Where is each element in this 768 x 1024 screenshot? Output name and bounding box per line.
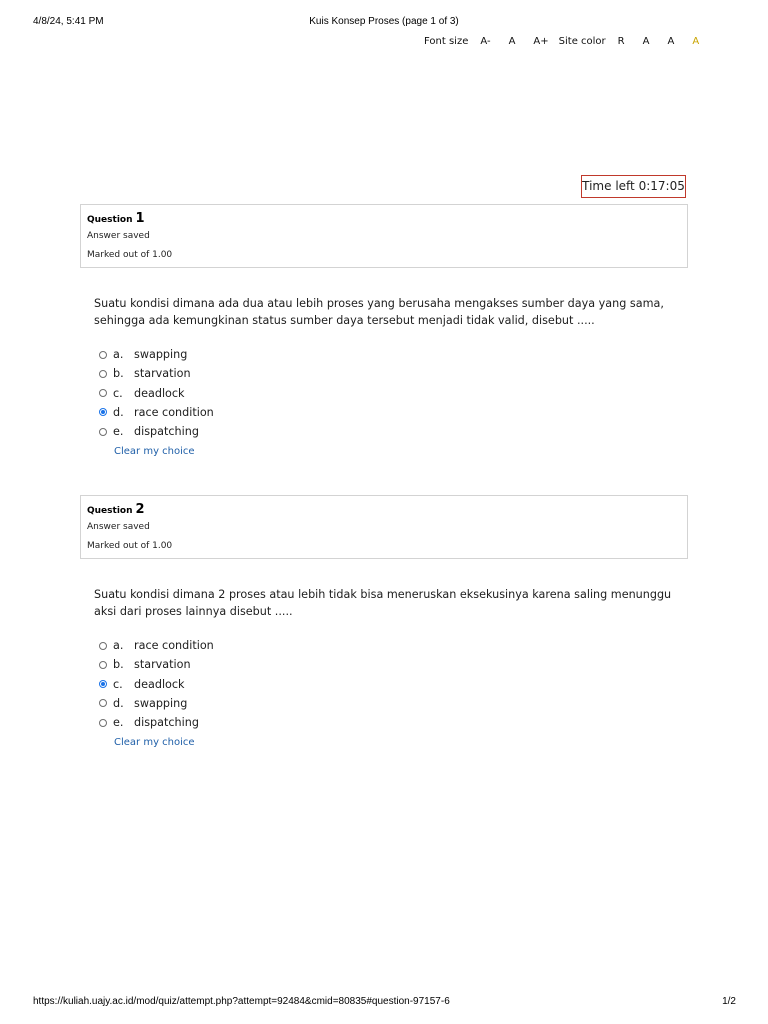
answer-text: dispatching: [134, 425, 199, 439]
answer-text: deadlock: [134, 677, 185, 691]
answer-option[interactable]: [99, 694, 214, 713]
answer-list: [99, 345, 214, 441]
answer-letter: b.: [113, 658, 124, 672]
answer-letter: b.: [113, 367, 124, 381]
question-info-box: [80, 204, 688, 268]
print-page-number: 1/2: [722, 996, 736, 1007]
clear-choice-link[interactable]: Clear my choice: [114, 446, 195, 457]
answer-letter: d.: [113, 696, 124, 710]
answer-text: swapping: [134, 696, 188, 710]
site-color-option-button[interactable]: A: [642, 36, 650, 47]
site-color-option-button[interactable]: A: [667, 36, 675, 47]
print-header: [0, 14, 768, 30]
question-text: Suatu kondisi dimana ada dua atau lebih proses yang berusaha mengakses sumber daya yang sama, sehingga ada kemungkinan status sumber daya tersebut menjadi tidak valid, disebut .....: [94, 297, 664, 327]
accessibility-toolbar: [424, 36, 699, 47]
question-number: [87, 211, 145, 226]
answer-option[interactable]: [99, 713, 214, 732]
print-url: https://kuliah.uajy.ac.id/mod/quiz/attempt.php?attempt=92484&cmid=80835#question-97157-6: [33, 996, 450, 1007]
answer-letter: a.: [113, 639, 124, 653]
answer-text: dispatching: [134, 716, 199, 730]
answer-option[interactable]: [99, 364, 214, 383]
radio-icon[interactable]: [99, 642, 107, 650]
radio-selected-icon[interactable]: [99, 408, 107, 416]
print-datetime: 4/8/24, 5:41 PM: [33, 16, 104, 27]
question-number-value: 1: [135, 211, 145, 226]
question-grade: Marked out of 1.00: [87, 250, 173, 260]
answer-text: race condition: [134, 405, 214, 419]
font-size-label: Font size: [424, 36, 469, 47]
answer-option[interactable]: [99, 403, 214, 422]
question-text: Suatu kondisi dimana 2 proses atau lebih tidak bisa meneruskan eksekusinya karena saling menunggu aksi dari proses lainnya disebut .....: [94, 588, 672, 618]
answer-option[interactable]: [99, 422, 214, 441]
answer-letter: d.: [113, 405, 124, 419]
clear-choice-link[interactable]: Clear my choice: [114, 737, 195, 748]
print-footer: [0, 994, 768, 1010]
radio-selected-icon[interactable]: [99, 680, 107, 688]
answer-text: starvation: [134, 367, 191, 381]
quiz-timer: Time left 0:17:05: [581, 175, 686, 198]
site-color-option-button[interactable]: A: [692, 36, 700, 47]
font-size-decrease-button[interactable]: A-: [480, 36, 491, 47]
print-title: Kuis Konsep Proses (page 1 of 3): [309, 16, 459, 27]
question-state: Answer saved: [87, 522, 150, 532]
radio-icon[interactable]: [99, 370, 107, 378]
answer-letter: c.: [113, 386, 123, 400]
question-state: Answer saved: [87, 231, 150, 241]
answer-letter: a.: [113, 348, 124, 362]
question-number-value: 2: [135, 502, 145, 517]
answer-option[interactable]: [99, 675, 214, 694]
answer-letter: e.: [113, 425, 124, 439]
answer-text: starvation: [134, 658, 191, 672]
answer-letter: c.: [113, 677, 123, 691]
font-size-increase-button[interactable]: A+: [533, 36, 549, 47]
question-grade: Marked out of 1.00: [87, 541, 173, 551]
site-color-label: Site color: [558, 36, 606, 47]
answer-text: swapping: [134, 348, 188, 362]
radio-icon[interactable]: [99, 719, 107, 727]
question-label: Question: [87, 506, 133, 516]
radio-icon[interactable]: [99, 389, 107, 397]
answer-option[interactable]: [99, 345, 214, 364]
answer-text: deadlock: [134, 386, 185, 400]
answer-list: [99, 636, 214, 732]
answer-text: race condition: [134, 639, 214, 653]
answer-option[interactable]: [99, 655, 214, 674]
answer-option[interactable]: [99, 636, 214, 655]
answer-option[interactable]: [99, 384, 214, 403]
radio-icon[interactable]: [99, 699, 107, 707]
question-label: Question: [87, 215, 133, 225]
question-info-box: [80, 495, 688, 559]
site-color-reset-button[interactable]: R: [617, 36, 625, 47]
radio-icon[interactable]: [99, 351, 107, 359]
question-number: [87, 502, 145, 517]
radio-icon[interactable]: [99, 661, 107, 669]
answer-letter: e.: [113, 716, 124, 730]
font-size-reset-button[interactable]: A: [508, 36, 516, 47]
radio-icon[interactable]: [99, 428, 107, 436]
